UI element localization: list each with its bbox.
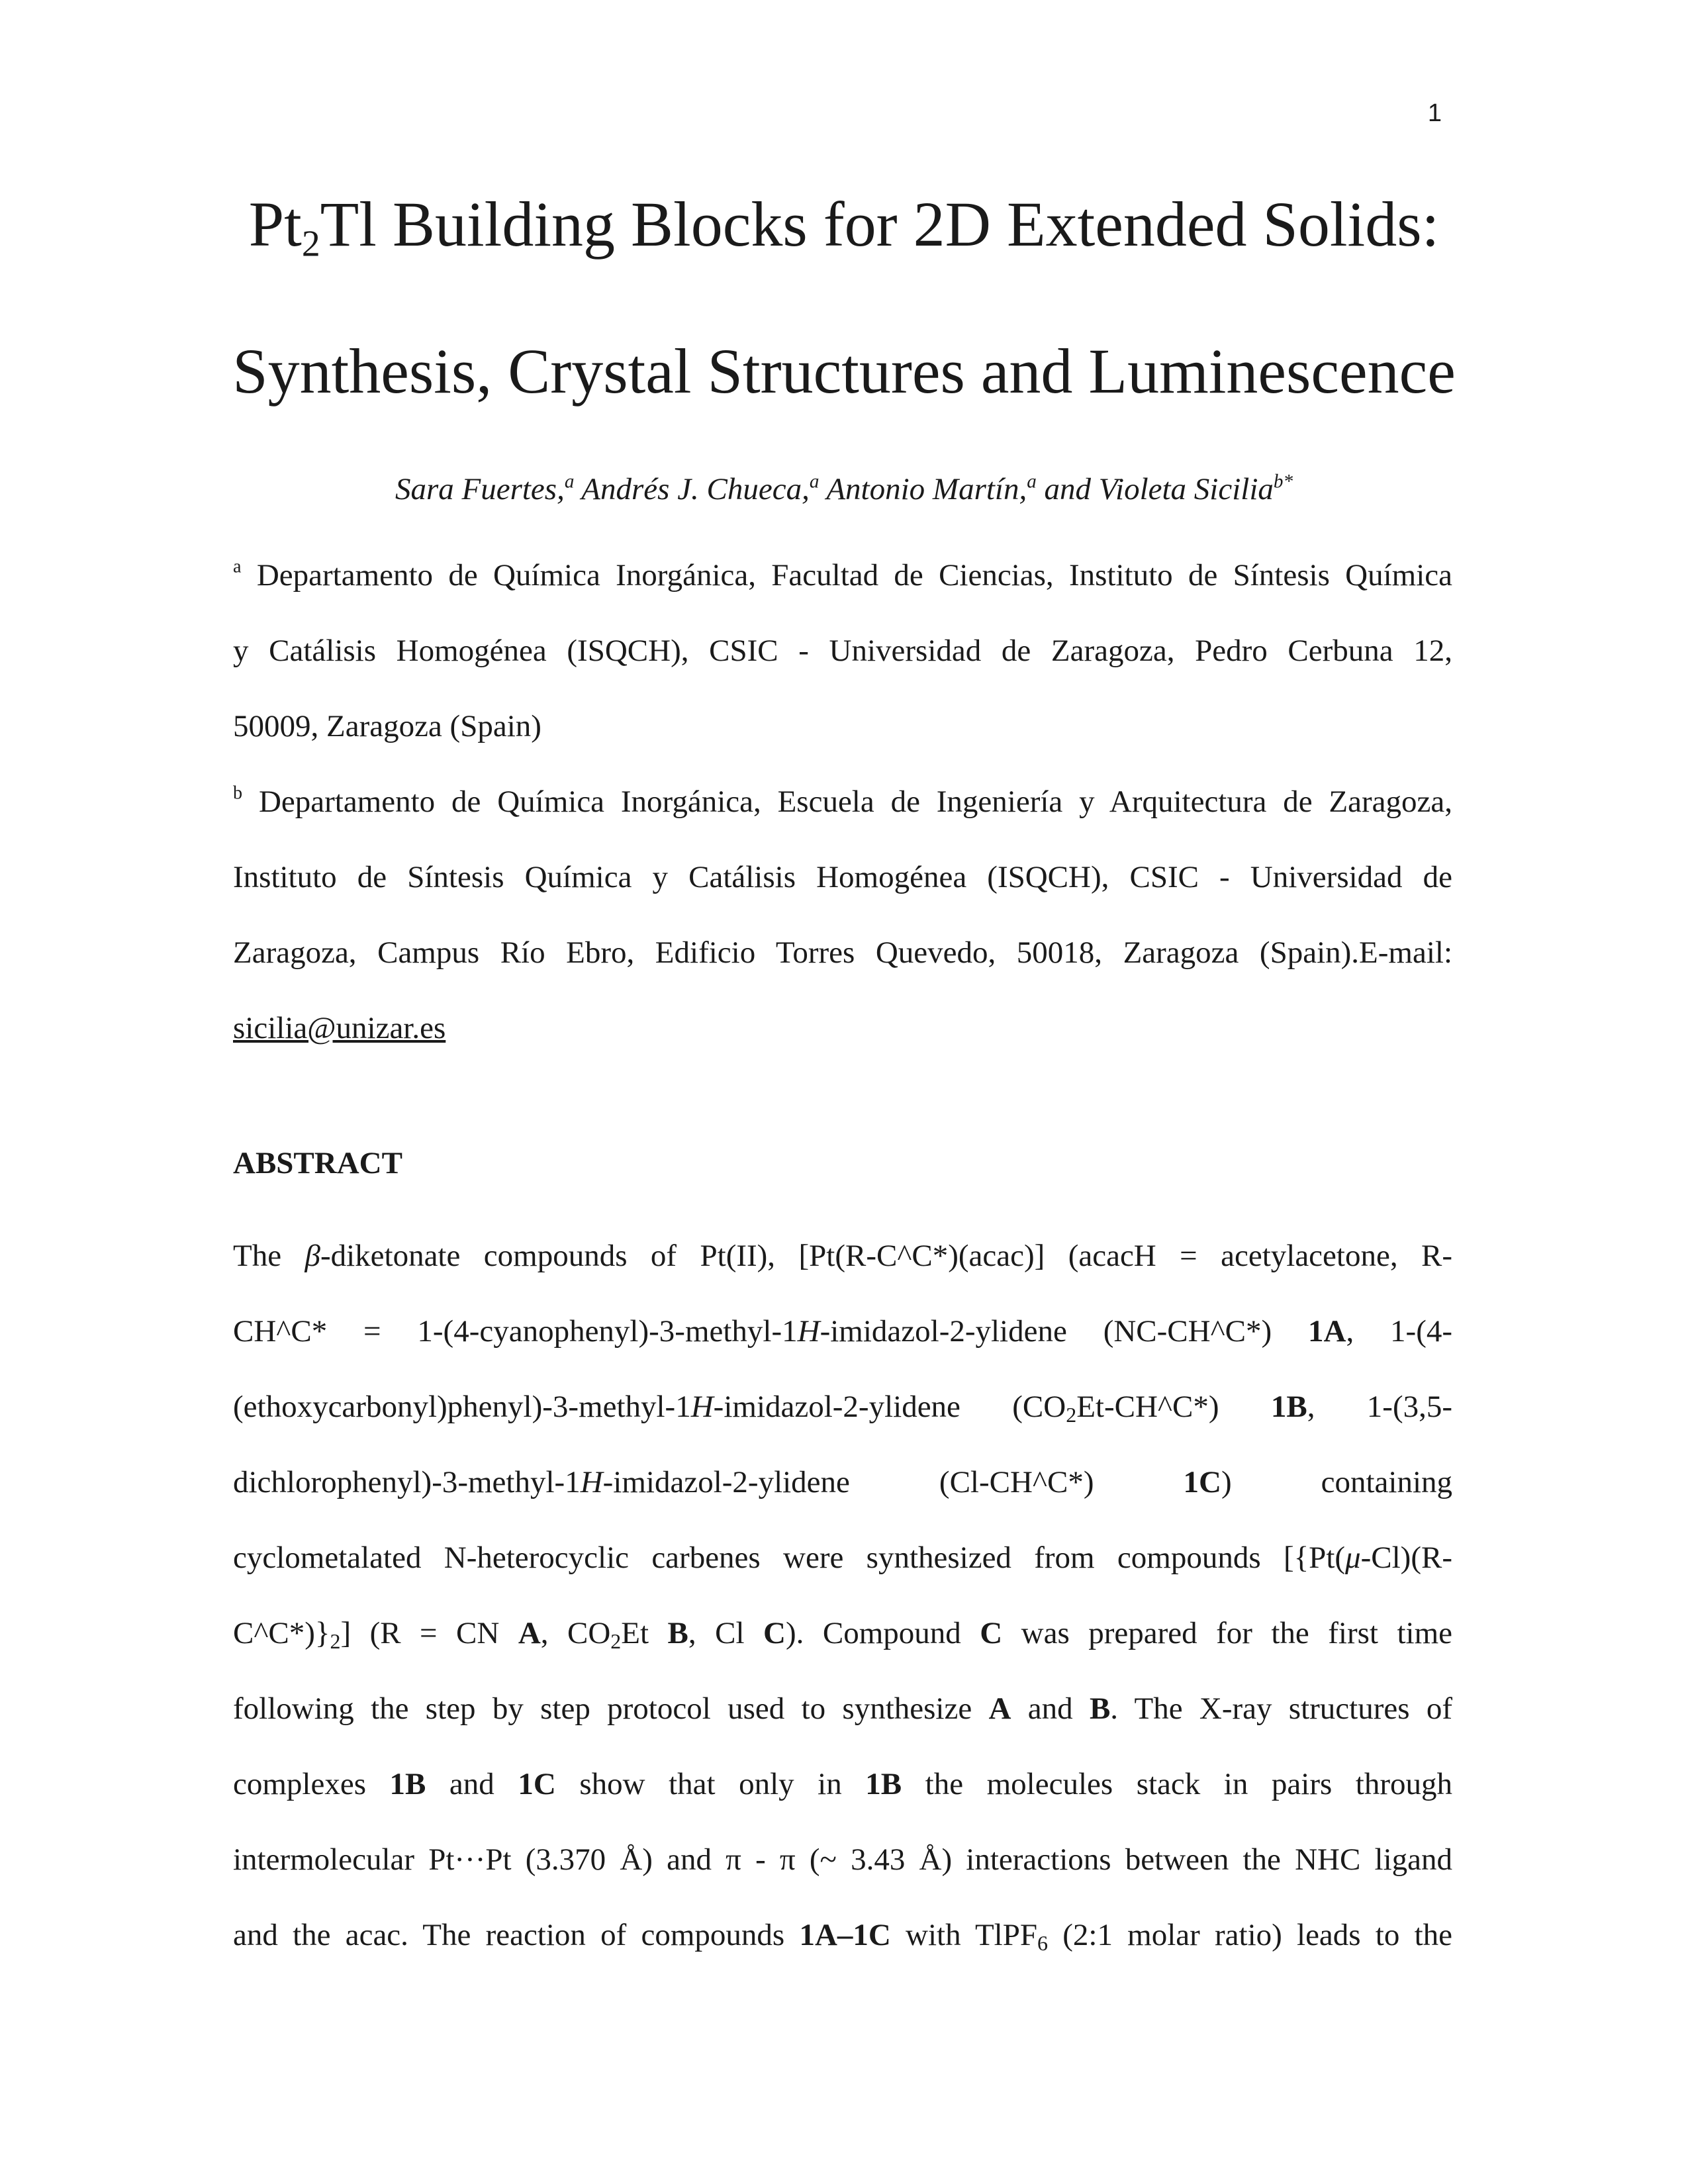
abstract-heading: ABSTRACT xyxy=(233,1146,402,1180)
affiliation-b: $^b$ Departamento de Química Inorgánica, Escuela de Ingeniería y Arquitectura de Zaragoza, Instituto de Síntesis Química y Catálisis Homogénea (ISQCH), CSIC - Universidad de Zaragoza, Campus Río Ebro, Edificio Torres Quevedo, 50018, Zaragoza (Spain).E-mail: sicilia@unizar.es xyxy=(233,783,1452,1045)
author: Andrés J. Chueca, xyxy=(574,472,810,506)
paper-title-line-2: Synthesis, Crystal Structures and Luminescence xyxy=(232,336,1456,406)
author: Sara Fuertes, xyxy=(395,472,565,506)
paper-title-line-1: $Pt_2Tl$ Building Blocks for 2D Extended Solids: xyxy=(248,189,1440,265)
author: Antonio Martín, xyxy=(819,472,1027,506)
author-list: Sara Fuertes,$^a$ Andrés J. Chueca,$^a$ Antonio Martín,$^a$ and Violeta Sicilia$^{b*}$ xyxy=(395,471,1293,506)
author: and Violeta Sicilia xyxy=(1036,472,1274,506)
email-link[interactable]: sicilia@unizar.es xyxy=(233,1011,446,1045)
abstract-body: The β-diketonate compounds of Pt(II), [Pt(R-C^C*)(acac)] (acacH = acetylacetone, R- CH^C* = 1-(4-cyanophenyl)-3-methyl-1H-imidazol-2-ylidene (NC-CH^C*) 1A, 1-(4- (ethoxycarbonyl)phenyl)-3-methyl-1H-imidazol-2-ylidene $(CO_2Et-CH\^{}C*)$ 1B, 1-(3,5- dichlorophenyl)-3-methyl-1H-imidazol-2-ylidene (Cl-CH^C*) 1C) containing cyclometalated N-heterocyclic carbenes were synthesized from compounds [{Pt(μ-Cl)(R- $C\^{}C*)\}_2$] (R = CN A, $CO_2Et$ B, Cl C). Compound C was prepared for the first time following the step by step protocol used to synthesize A and B. The X-ray structures of complexes 1B and 1C show that only in 1B the molecules stack in pairs through intermolecular Pt···Pt (3.370 Å) and π - π (~ 3.43 Å) interactions between the NHC ligand and the acac. The reaction of compounds 1A–1C with TlPF$_6$ (2:1 molar ratio) leads to the xyxy=(233,1239,1453,1955)
affiliation-a: $^a$ Departamento de Química Inorgánica, Facultad de Ciencias, Instituto de Síntesis Química y Catálisis Homogénea (ISQCH), CSIC - Universidad de Zaragoza, Pedro Cerbuna 12, 50009, Zaragoza (Spain) xyxy=(233,556,1452,743)
page-number: 1 xyxy=(1427,99,1442,127)
